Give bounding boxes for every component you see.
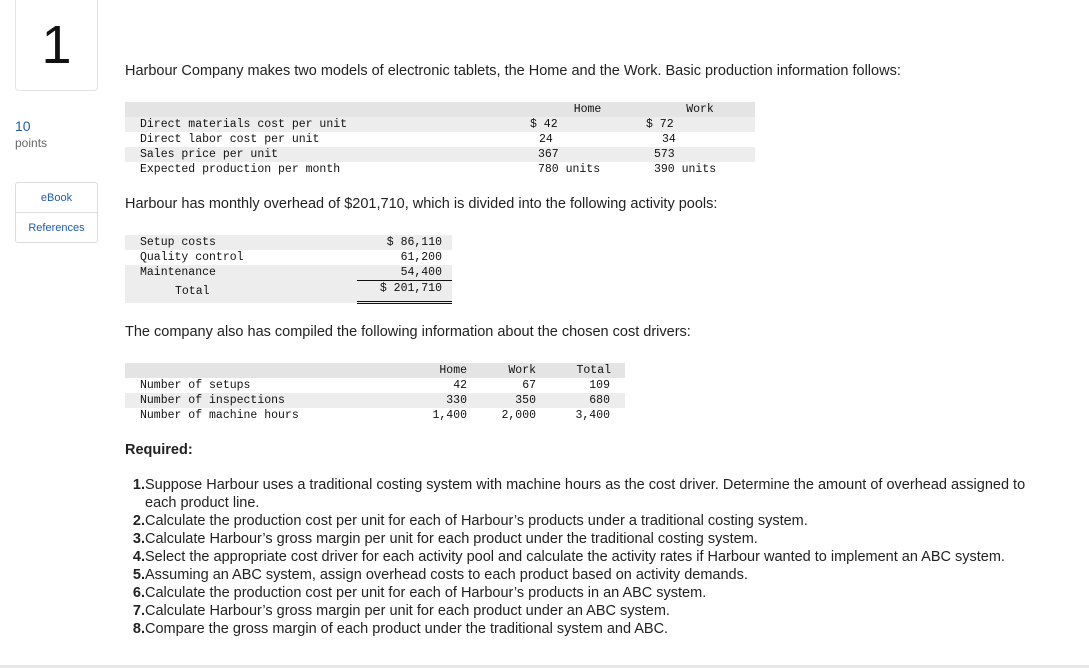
production-header-home: Home [530, 102, 645, 117]
question-number: 1 [15, 0, 98, 91]
table-row: Direct materials cost per unit $ 42 $ 72 [125, 117, 755, 132]
table-row: Expected production per month 780 units 390 units [140, 163, 717, 176]
resource-buttons [15, 182, 98, 243]
table-row: Sales price per unit 367 573 [125, 147, 755, 162]
driver-text: The company also has compiled the following information about the chosen cost drivers: [125, 324, 691, 340]
production-header-work: Work [645, 102, 755, 117]
overhead-table [125, 235, 452, 304]
points-label: points [15, 136, 48, 150]
list-item: 5. Assuming an ABC system, assign overhead costs to each product based on activity demands. [132, 567, 748, 583]
driver-header-total: Total [537, 363, 625, 378]
table-row: Number of setups 42 67 109 [140, 379, 610, 392]
ebook-button[interactable]: eBook [40, 191, 73, 204]
list-item: 8. Compare the gross margin of each product under the traditional system and ABC. [132, 621, 669, 637]
production-table [125, 102, 755, 177]
table-row: Setup costs $ 86,110 [125, 235, 452, 250]
table-row: Quality control 61,200 [140, 251, 442, 264]
table-row: Number of inspections 330 350 680 [125, 393, 625, 408]
intro-text: Harbour Company makes two models of electronic tablets, the Home and the Work. Basic production information follows: [125, 63, 901, 79]
required-title: Required: [125, 442, 193, 458]
list-item: 1. Suppose Harbour uses a traditional costing system with machine hours as the cost driver. Determine the amount of overhead assigned to each product line. [132, 477, 1026, 511]
list-item: 2. Calculate the production cost per unit for each of Harbour’s products under a traditional costing system. [132, 513, 808, 529]
driver-header-work: Work [467, 363, 537, 378]
points-value: 10 [15, 118, 31, 134]
list-item: 6. Calculate the production cost per unit for each of Harbour’s products in an ABC system. [132, 585, 707, 601]
list-item: 7. Calculate Harbour’s gross margin per unit for each product under an ABC system. [132, 603, 670, 619]
list-item: 4. Select the appropriate cost driver for each activity pool and calculate the activity rates if Harbour wanted to implement an ABC system. [132, 549, 1005, 565]
table-row: Number of machine hours 1,400 2,000 3,400 [140, 409, 610, 422]
table-row: Maintenance 54,400 [125, 265, 452, 281]
table-row: Direct labor cost per unit 24 34 [140, 133, 676, 146]
references-button[interactable]: References [16, 212, 97, 242]
overhead-text: Harbour has monthly overhead of $201,710, which is divided into the following activity pools: [125, 196, 718, 212]
overhead-total-row: Total $ 201,710 [125, 281, 452, 303]
driver-header-home: Home [410, 363, 467, 378]
list-item: 3. Calculate Harbour’s gross margin per unit for each product under the traditional costing system. [132, 531, 758, 547]
required-list [125, 476, 1030, 638]
driver-table [125, 363, 625, 423]
